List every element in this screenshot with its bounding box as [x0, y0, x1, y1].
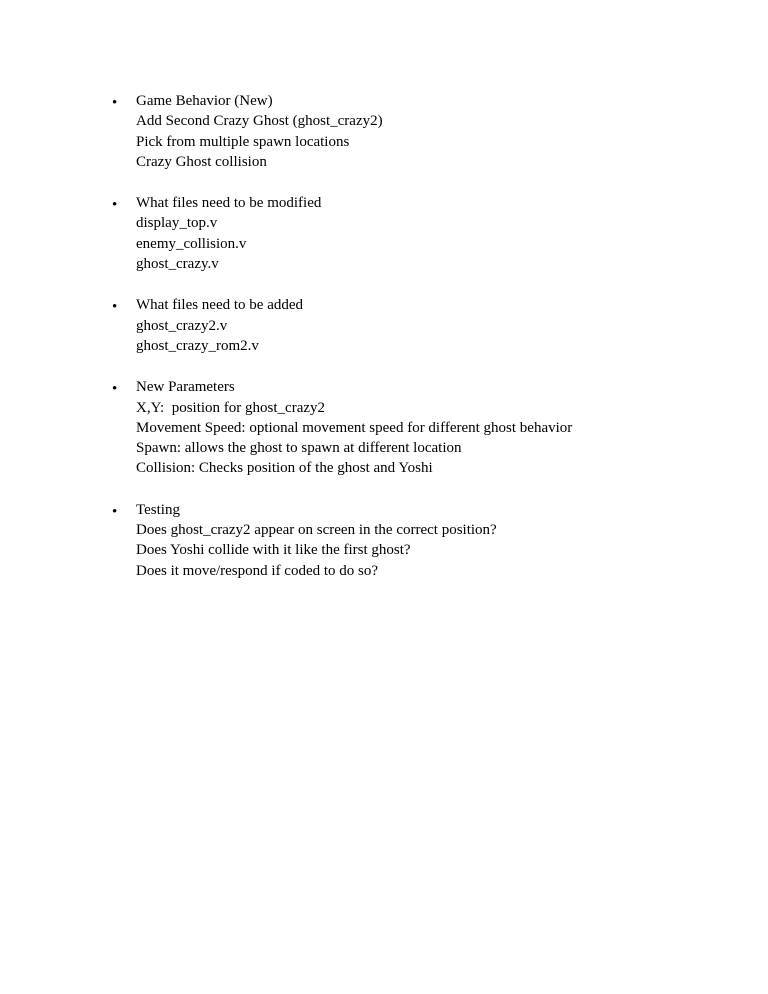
section-files-added: [112, 295, 572, 356]
bullet-icon: •: [112, 503, 118, 520]
section-heading: What files need to be modified: [136, 195, 322, 212]
section-line: ghost_crazy2.v: [136, 317, 228, 334]
bullet-icon: •: [112, 299, 118, 316]
section-heading: Testing: [136, 501, 180, 518]
section-files-modified: [112, 193, 572, 274]
section-line: enemy_collision.v: [136, 235, 247, 252]
section-content: [136, 91, 572, 172]
section-line: Crazy Ghost collision: [136, 153, 267, 170]
section-game-behavior: [112, 91, 572, 172]
section-heading: What files need to be added: [136, 297, 304, 314]
section-line: Does ghost_crazy2 appear on screen in the correct position?: [136, 522, 497, 539]
section-line: Movement Speed: optional movement speed for different ghost behavior: [136, 419, 573, 436]
section-new-parameters: [112, 377, 572, 478]
section-line: ghost_crazy_rom2.v: [136, 337, 259, 354]
section-content: [136, 500, 572, 581]
section-heading: New Parameters: [136, 379, 235, 396]
section-content: [136, 193, 572, 274]
section-line: Pick from multiple spawn locations: [136, 133, 350, 150]
section-line: Does it move/respond if coded to do so?: [136, 562, 379, 579]
section-line: Collision: Checks position of the ghost and Yoshi: [136, 460, 433, 477]
bullet-icon: •: [112, 381, 118, 398]
section-line: Does Yoshi collide with it like the first ghost?: [136, 542, 411, 559]
section-line: ghost_crazy.v: [136, 256, 219, 273]
section-content: [136, 377, 572, 478]
section-line: Add Second Crazy Ghost (ghost_crazy2): [136, 113, 383, 130]
section-content: [136, 295, 572, 356]
section-heading: Game Behavior (New): [136, 93, 273, 109]
section-testing: [112, 500, 572, 581]
section-line: Spawn: allows the ghost to spawn at different location: [136, 440, 462, 457]
bullet-list: [112, 91, 572, 602]
section-line: X,Y: position for ghost_crazy2: [136, 399, 326, 416]
bullet-icon: •: [112, 95, 118, 111]
bullet-icon: •: [112, 197, 118, 214]
section-line: display_top.v: [136, 215, 218, 232]
